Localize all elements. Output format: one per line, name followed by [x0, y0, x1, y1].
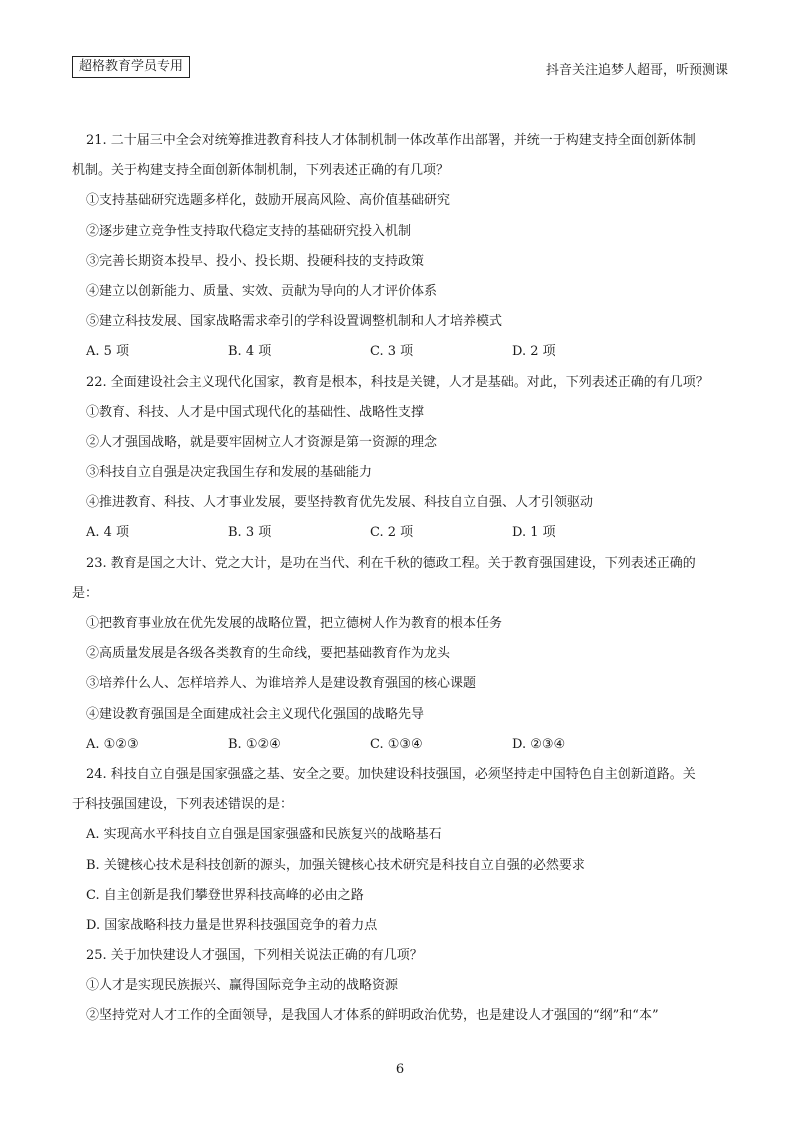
- statement-item: ②人才强国战略，就是要牢固树立人才资源是第一资源的理念: [86, 434, 438, 450]
- question-stem-cont: 机制。关于构建支持全面创新体制机制，下列表述正确的有几项？: [72, 163, 450, 179]
- option-a: A. 5 项: [86, 344, 130, 360]
- question-stem-cont: 于科技强国建设，下列表述错误的是：: [72, 797, 294, 813]
- question-25: [72, 941, 732, 1032]
- statement-item: ③完善长期资本投早、投小、投长期、投硬科技的支持政策: [86, 253, 425, 269]
- choice-a: A. 实现高水平科技自立自强是国家强盛和民族复兴的战略基石: [86, 827, 442, 843]
- choice-c: C. 自主创新是我们攀登世界科技高峰的必由之路: [86, 887, 364, 903]
- choice-b: B. 关键核心技术是科技创新的源头，加强关键核心技术研究是科技自立自强的必然要求: [86, 857, 585, 873]
- question-stem: 25. 关于加快建设人才强国，下列相关说法正确的有几项？: [86, 948, 423, 964]
- choice-d: D. 国家战略科技力量是世界科技强国竞争的着力点: [86, 917, 378, 933]
- header-promo-text: 抖音关注追梦人超哥，听预测课: [545, 63, 728, 78]
- answer-options: [72, 730, 732, 760]
- option-b: B. ①②④: [228, 736, 281, 752]
- option-b: B. 4 项: [228, 344, 272, 360]
- option-d: D. 1 项: [512, 525, 556, 541]
- option-b: B. 3 项: [228, 525, 272, 541]
- question-22: [72, 368, 732, 549]
- option-c: C. ①③④: [370, 736, 423, 752]
- page-content: [72, 126, 732, 1032]
- statement-item: ③科技自立自强是决定我国生存和发展的基础能力: [86, 465, 373, 481]
- statement-item: ④建立以创新能力、质量、实效、贡献为导向的人才评价体系: [86, 283, 438, 299]
- question-stem: 23. 教育是国之大计、党之大计，是功在当代、利在千秋的德政工程。关于教育强国建设，下列表述正确的: [86, 555, 696, 571]
- statement-item: ②逐步建立竞争性支持取代稳定支持的基础研究投入机制: [86, 223, 412, 239]
- question-24: [72, 760, 732, 941]
- option-a: A. 4 项: [86, 525, 130, 541]
- answer-options: [72, 518, 732, 548]
- statement-item: ①教育、科技、人才是中国式现代化的基础性、战略性支撑: [86, 404, 425, 420]
- statement-item: ④建设教育强国是全面建成社会主义现代化强国的战略先导: [86, 706, 425, 722]
- statement-item: ①把教育事业放在优先发展的战略位置，把立德树人作为教育的根本任务: [86, 616, 503, 631]
- question-stem: 22. 全面建设社会主义现代化国家，教育是根本，科技是关键，人才是基础。对此，下列表述正确的有几项？: [86, 374, 709, 390]
- statement-item: ①人才是实现民族振兴、赢得国际竞争主动的战略资源: [86, 978, 399, 994]
- statement-item: ①支持基础研究选题多样化，鼓励开展高风险、高价值基础研究: [86, 193, 451, 209]
- question-23: [72, 549, 732, 760]
- statement-item: ③培养什么人、怎样培养人、为谁培养人是建设教育强国的核心课题: [86, 676, 477, 692]
- question-stem: 21. 二十届三中全会对统筹推进教育科技人才体制机制一体改革作出部署，并统一于构建支持全面创新体制: [86, 133, 696, 148]
- option-a: A. ①②③: [86, 736, 139, 752]
- statement-item: ⑤建立科技发展、国家战略需求牵引的学科设置调整机制和人才培养模式: [86, 314, 503, 330]
- statement-item: ④推进教育、科技、人才事业发展，要坚持教育优先发展、科技自立自强、人才引领驱动: [86, 495, 594, 511]
- option-d: D. 2 项: [512, 344, 556, 360]
- header-label: 超格教育学员专用: [72, 56, 190, 78]
- question-stem: 24. 科技自立自强是国家强盛之基、安全之要。加快建设科技强国，必须坚持走中国特色自主创新道路。关: [86, 766, 696, 782]
- option-c: C. 2 项: [370, 525, 414, 541]
- option-c: C. 3 项: [370, 344, 414, 360]
- statement-item: ②坚持党对人才工作的全面领导，是我国人才体系的鲜明政治优势，也是建设人才强国的“纲”和“本”: [86, 1008, 659, 1024]
- question-stem-cont: 是：: [72, 585, 99, 601]
- answer-options: [72, 337, 732, 367]
- statement-item: ②高质量发展是各级各类教育的生命线，要把基础教育作为龙头: [86, 646, 451, 662]
- question-21: [72, 126, 732, 368]
- page-number: 6: [395, 1062, 405, 1077]
- option-d: D. ②③④: [512, 736, 566, 752]
